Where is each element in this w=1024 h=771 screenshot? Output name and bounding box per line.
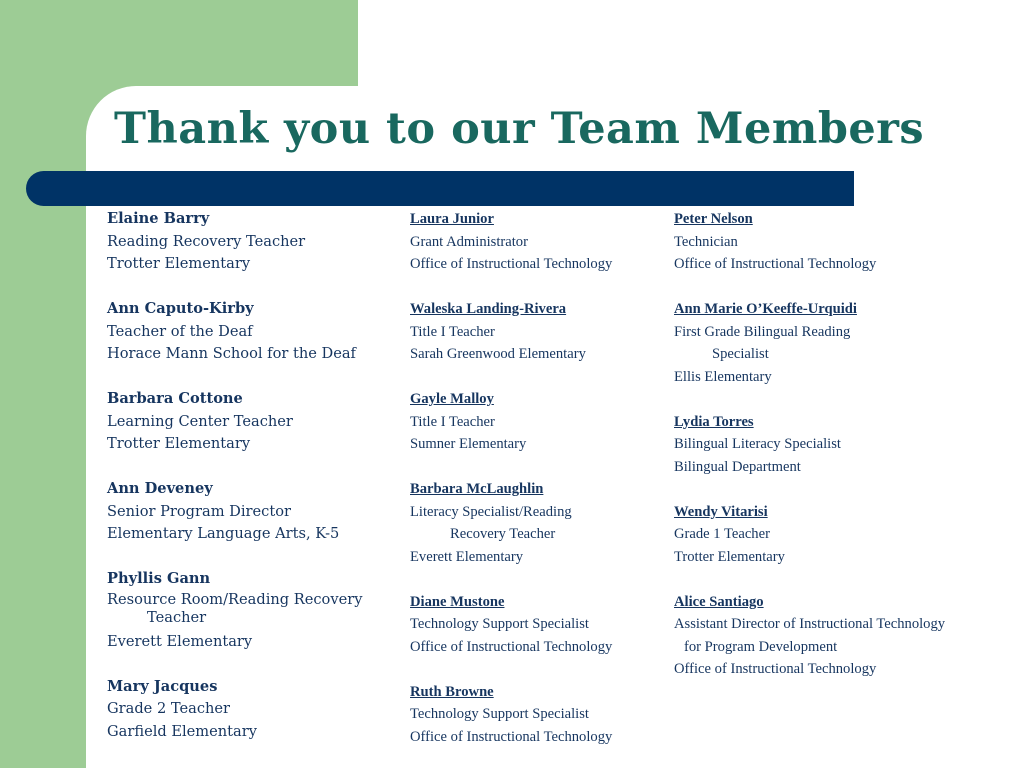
team-member-entry (410, 298, 668, 366)
team-member-entry (107, 208, 392, 276)
member-role-continued: Specialist (712, 346, 769, 362)
member-name: Diane Mustone (410, 593, 505, 610)
member-name: Gayle Malloy (410, 391, 494, 407)
member-name: Ann Marie O’Keeffe-Urquidi (674, 301, 857, 317)
team-member-entry (674, 208, 1019, 276)
member-location: Trotter Elementary (674, 548, 785, 565)
member-role: Grade 1 Teacher (674, 526, 770, 542)
member-role: Technology Support Specialist (410, 616, 589, 632)
team-member-entry (410, 388, 668, 456)
member-role: Technology Support Specialist (410, 706, 589, 722)
team-member-entry (410, 478, 668, 568)
member-name: Laura Junior (410, 211, 494, 227)
team-member-entry (674, 411, 1019, 479)
member-location: Office of Instructional Technology (410, 728, 613, 745)
team-member-entry (674, 298, 1019, 388)
member-role: Title I Teacher (410, 413, 495, 430)
member-name: Waleska Landing-Rivera (410, 301, 567, 317)
member-role-continued: Teacher (147, 608, 207, 626)
team-member-entry (410, 591, 668, 659)
member-role: Literacy Specialist/Reading (410, 503, 572, 520)
team-member-entry (674, 591, 1019, 681)
member-role: Teacher of the Deaf (107, 322, 253, 340)
member-name: Phyllis Gann (107, 570, 211, 587)
member-role-continued: for Program Development (684, 638, 838, 655)
member-name: Ann Caputo-Kirby (107, 300, 254, 317)
team-member-entry (674, 501, 1019, 569)
team-member-entry (107, 568, 392, 653)
member-location: Office of Instructional Technology (674, 661, 877, 677)
member-location: Sarah Greenwood Elementary (410, 346, 586, 362)
member-role: Assistant Director of Instructional Technology (674, 616, 946, 632)
member-role-continued: Recovery Teacher (450, 526, 556, 542)
team-member-entry (410, 208, 668, 276)
member-role: Reading Recovery Teacher (107, 232, 306, 250)
team-column-2 (410, 208, 668, 771)
member-location: Bilingual Department (674, 458, 801, 475)
member-role: Grade 2 Teacher (107, 700, 230, 717)
member-location: Everett Elementary (410, 548, 524, 565)
member-role: Technician (674, 233, 738, 250)
title-underline-bar (26, 171, 854, 206)
team-member-entry (410, 681, 668, 749)
team-member-entry (107, 298, 392, 366)
team-column-1 (107, 208, 392, 766)
slide-title: Thank you to our Team Members (114, 104, 925, 154)
member-location: Everett Elementary (107, 632, 253, 650)
member-location: Garfield Elementary (107, 722, 257, 740)
member-location: Elementary Language Arts, K-5 (107, 525, 340, 542)
member-name: Lydia Torres (674, 413, 754, 430)
member-location: Ellis Elementary (674, 368, 772, 385)
team-column-3 (674, 208, 1019, 703)
member-role: Learning Center Teacher (107, 412, 293, 430)
team-member-entry (107, 676, 392, 744)
team-member-entry (107, 478, 392, 546)
member-location: Horace Mann School for the Deaf (107, 345, 356, 362)
member-name: Wendy Vitarisi (674, 503, 768, 520)
member-role: Senior Program Director (107, 502, 291, 520)
member-name: Alice Santiago (674, 593, 764, 610)
member-location: Office of Instructional Technology (674, 256, 877, 272)
member-name: Barbara Cottone (107, 390, 243, 407)
team-member-entry (107, 388, 392, 456)
member-name: Ann Deveney (107, 480, 213, 497)
member-name: Ruth Browne (410, 683, 494, 700)
member-name: Barbara McLaughlin (410, 481, 544, 497)
member-role: Grant Administrator (410, 233, 528, 250)
member-location: Trotter Elementary (107, 435, 251, 452)
member-role: Resource Room/Reading Recovery (107, 590, 363, 608)
member-location: Sumner Elementary (410, 436, 527, 452)
member-location: Trotter Elementary (107, 255, 251, 272)
member-role: Bilingual Literacy Specialist (674, 436, 841, 452)
member-role: First Grade Bilingual Reading (674, 323, 851, 340)
member-location: Office of Instructional Technology (410, 638, 613, 655)
member-location: Office of Instructional Technology (410, 256, 613, 272)
member-name: Peter Nelson (674, 211, 753, 227)
member-role: Title I Teacher (410, 323, 495, 340)
member-name: Elaine Barry (107, 210, 210, 227)
member-name: Mary Jacques (107, 677, 218, 695)
